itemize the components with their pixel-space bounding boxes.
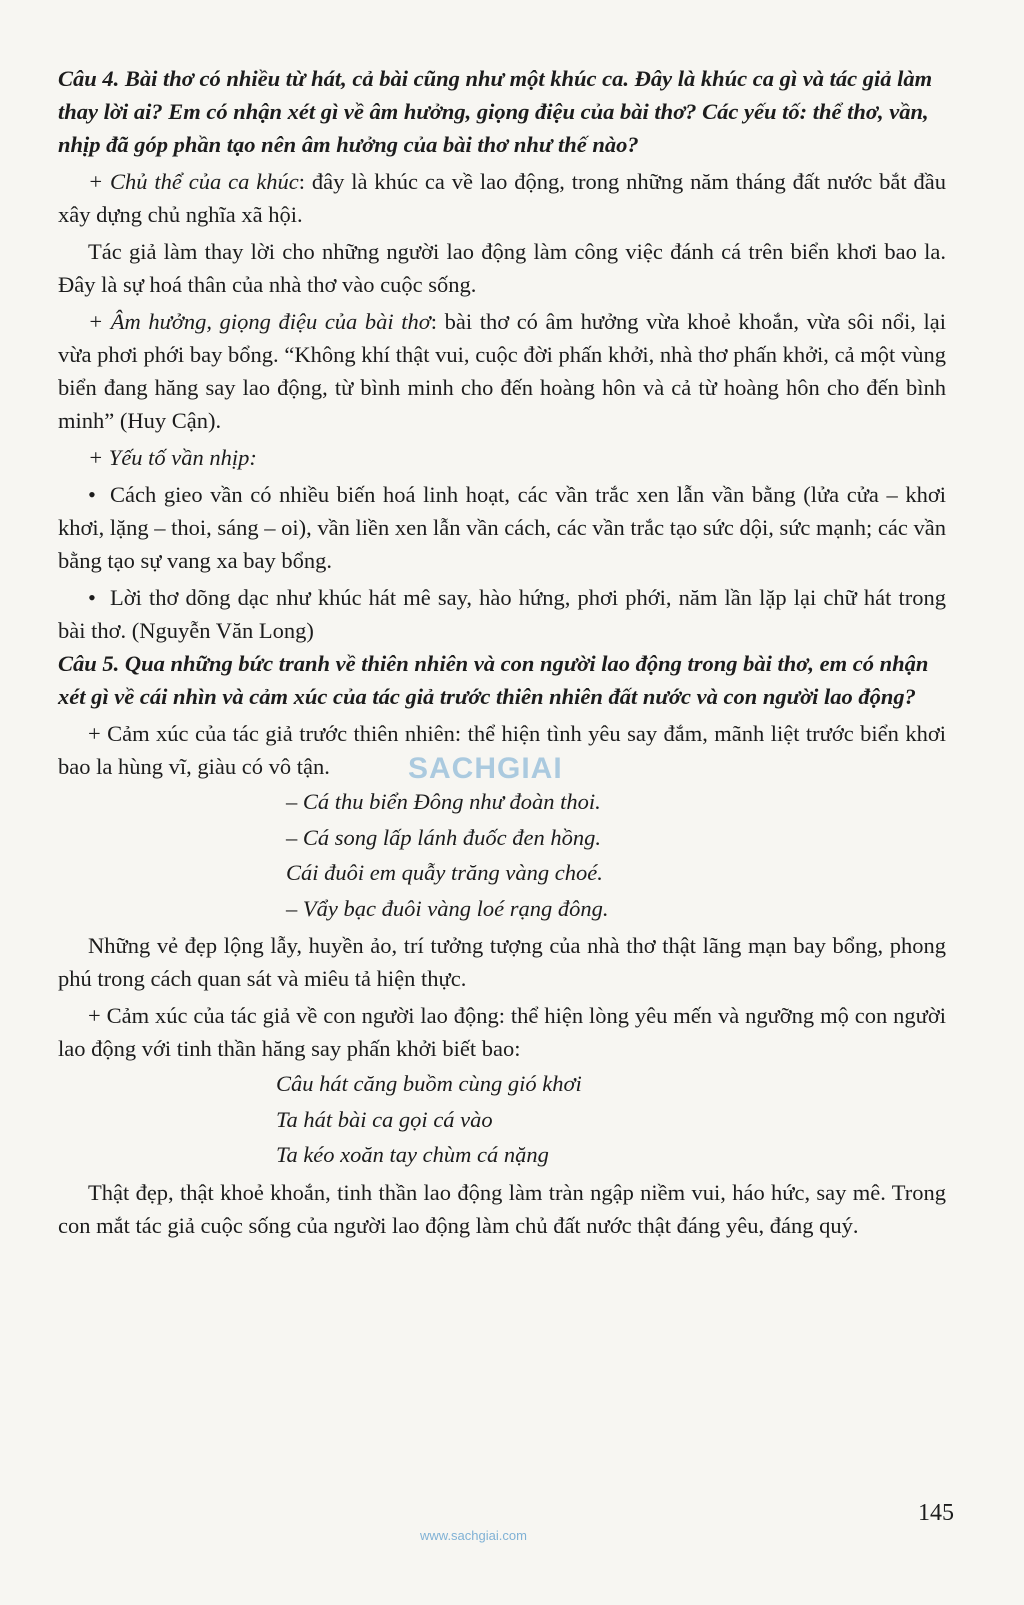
q5-verse-nature [58, 785, 946, 925]
q4-tone-text: : bài thơ có âm hưởng vừa khoẻ khoắn, vừa sôi nổi, lại vừa phơi phới bay bổng. “Không khí thật vui, cuộc đời phấn khởi, nhà thơ phấn khởi, cả một vùng biển đang hăng say lao động, từ bình minh cho đến hoàng hôn và cả từ hoàng hôn cho đến bình minh” (Huy Cận). [58, 309, 946, 433]
q4-rhyme-label: + Yếu tố vần nhịp: [88, 445, 257, 470]
verse-line: Ta kéo xoăn tay chùm cá nặng [276, 1142, 549, 1167]
q4-paragraph-tone [58, 305, 946, 437]
verse-line: – Cá song lấp lánh đuốc đen hồng. [286, 824, 601, 850]
bullet-icon: • [88, 585, 96, 610]
q5-paragraph-conclusion: Thật đẹp, thật khoẻ khoắn, tinh thần lao động làm tràn ngập niềm vui, háo hức, say mê. Trong con mắt tác giả cuộc sống của người lao động làm chủ đất nước thật đáng yêu, đáng quý. [58, 1179, 946, 1238]
q4-bullet-2 [58, 581, 946, 647]
q4-bullet-1-text: Cách gieo vần có nhiều biến hoá linh hoạt, các vần trắc xen lẫn vần bằng (lửa cửa – khơi khơi, lặng – thoi, sáng – oi), vần liền xen lẫn vần cách, các vần trắc tạo sức dội, sức mạnh; các vần bằng tạo sự vang xa bay bổng. [58, 482, 946, 573]
question-5-title: Câu 5. Qua những bức tranh về thiên nhiên và con người lao động trong bài thơ, em có nhận xét gì về cái nhìn và cảm xúc của tác giả trước thiên nhiên đất nước và con người lao động? [58, 651, 929, 709]
watermark-logo: SACHGIAI [408, 752, 563, 785]
q4-bullet-1 [58, 478, 946, 577]
q4-paragraph-subject [58, 165, 946, 231]
verse-line: Ta hát bài ca gọi cá vào [276, 1106, 493, 1132]
verse-line: Câu hát căng buồm cùng gió khơi [276, 1071, 582, 1096]
bullet-icon: • [88, 482, 96, 507]
verse-line: – Vẩy bạc đuôi vàng loé rạng đông. [286, 895, 609, 921]
page-number: 145 [918, 1500, 954, 1526]
q4-tone-label: + Âm hưởng, giọng điệu của bài thơ [88, 309, 431, 334]
q5-verse-people [58, 1067, 946, 1172]
question-4-title: Câu 4. Bài thơ có nhiều từ hát, cả bài cũng như một khúc ca. Đây là khúc ca gì và tác giả làm thay lời ai? Em có nhận xét gì về âm hưởng, giọng điệu của bài thơ? Các yếu tố: thể thơ, vần, nhịp đã góp phần tạo nên âm hưởng của bài thơ như thế nào? [58, 66, 933, 157]
q4-subject-text: : đây là khúc ca về lao động, trong những năm tháng đất nước bắt đầu xây dựng chủ nghĩa xã hội. [58, 169, 946, 227]
q5-paragraph-beauty: Những vẻ đẹp lộng lẫy, huyền ảo, trí tưởng tượng của nhà thơ thật lãng mạn bay bổng, phong phú trong cách quan sát và miêu tả hiện thực. [58, 933, 946, 991]
q4-subject-label: + Chủ thể của ca khúc [88, 169, 299, 194]
q5-paragraph-nature: + Cảm xúc của tác giả trước thiên nhiên: thể hiện tình yêu say đắm, mãnh liệt trước biển khơi bao la hùng vĩ, giàu có vô tận. [58, 721, 946, 779]
q4-bullet-2-text: Lời thơ dõng dạc như khúc hát mê say, hào hứng, phơi phới, năm lần lặp lại chữ hát trong bài thơ. (Nguyễn Văn Long) [58, 585, 946, 643]
watermark-url: www.sachgiai.com [420, 1528, 527, 1543]
verse-line: – Cá thu biển Đông như đoàn thoi. [286, 789, 601, 814]
q4-paragraph-author: Tác giả làm thay lời cho những người lao động làm công việc đánh cá trên biển khơi bao la. Đây là sự hoá thân của nhà thơ vào cuộc sống. [58, 239, 946, 297]
verse-line: Cái đuôi em quẫy trăng vàng choé. [286, 860, 603, 885]
q5-paragraph-people: + Cảm xúc của tác giả về con người lao động: thể hiện lòng yêu mến và ngưỡng mộ con người lao động với tinh thần hăng say phấn khởi biết bao: [58, 1003, 946, 1061]
document-page [58, 62, 946, 1242]
